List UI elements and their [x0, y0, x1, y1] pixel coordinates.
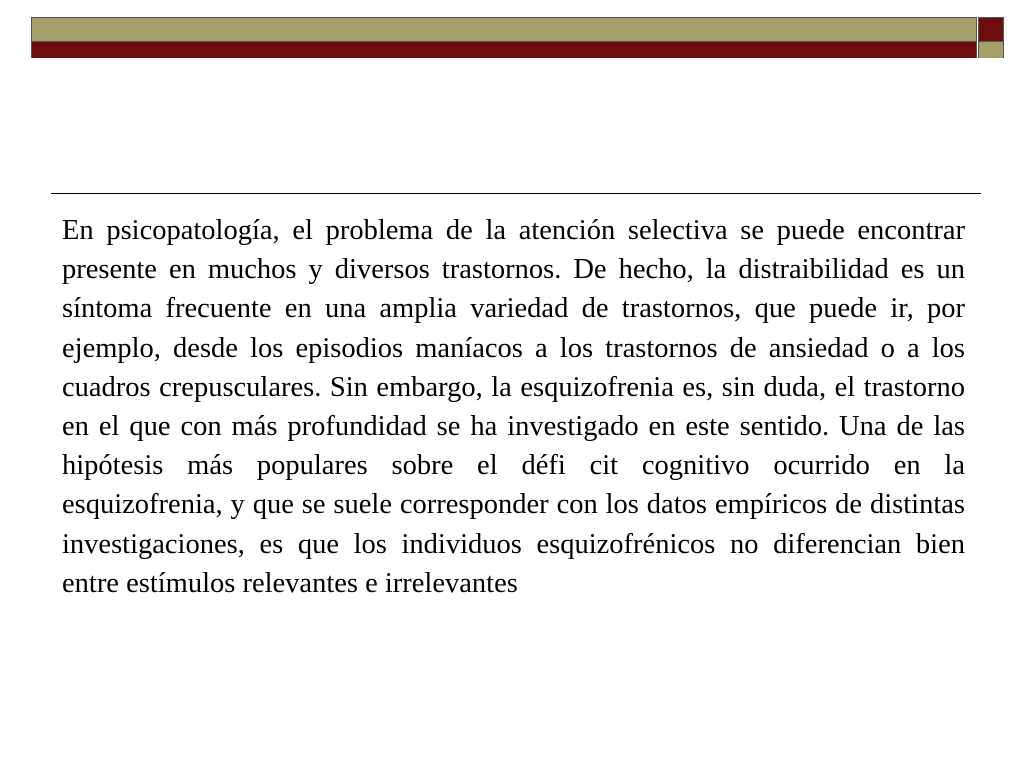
- title-divider: [51, 193, 981, 194]
- maroon-stripe: [32, 42, 976, 58]
- header-corner-block: [978, 17, 1004, 58]
- body-paragraph: En psicopatología, el problema de la atención selectiva se puede encontrar presente en muchos y diversos trastornos. De hecho, la distraibilidad es un síntoma frecuente en una amplia variedad de trastornos, que puede ir, por ejemplo, desde los episodios maníacos a los trastornos de ansiedad o a los cuadros crepusculares. Sin embargo, la esquizofrenia es, sin duda, el trastorno en el que con más profundidad se ha investigado en este sentido. Una de las hipótesis más populares sobre el défi cit cognitivo ocurrido en la esquizofrenia, y que se suele corresponder con los datos empíricos de distintas investigaciones, es que los individuos esquizofrénicos no diferencian bien entre estímulos relevantes e irrelevantes: [62, 215, 965, 599]
- olive-stripe: [32, 18, 976, 42]
- corner-maroon-square: [979, 18, 1003, 42]
- header-decorative-bar: [31, 17, 977, 58]
- corner-olive-square: [979, 42, 1003, 58]
